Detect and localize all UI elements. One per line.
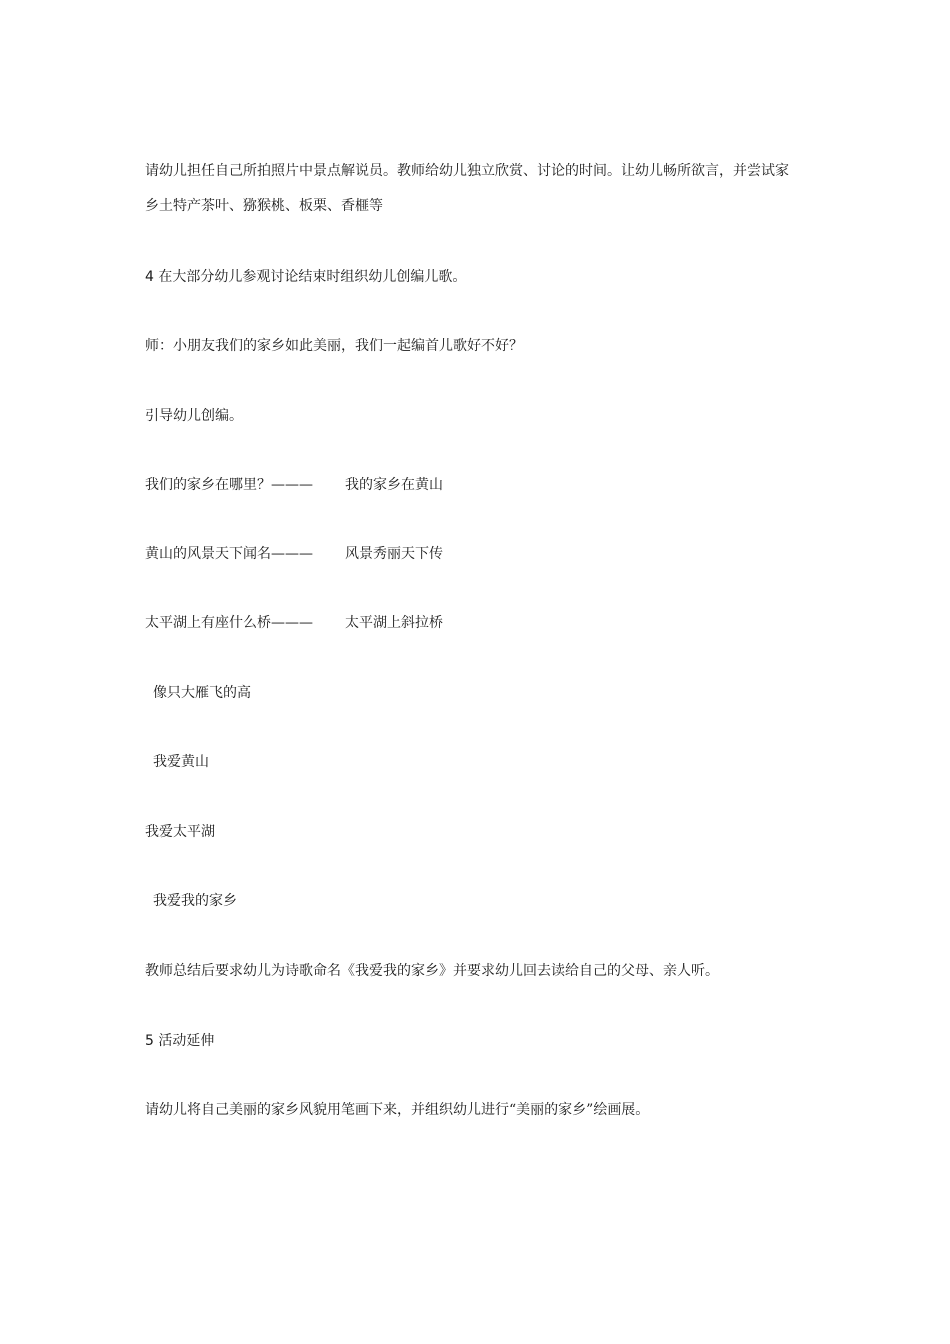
rhyme-question: 我们的家乡在哪里？——— bbox=[145, 477, 313, 493]
step-text: 在大部分幼儿参观讨论结束时组织幼儿创编儿歌。 bbox=[158, 269, 467, 285]
step-number: 4 bbox=[145, 269, 154, 285]
teacher-question: 师：小朋友我们的家乡如此美丽，我们一起编首儿歌好不好？ bbox=[145, 338, 523, 354]
step-4-heading bbox=[145, 268, 466, 286]
rhyme-pair-2 bbox=[145, 545, 443, 563]
rhyme-line: 我爱太平湖 bbox=[145, 824, 215, 840]
summary-text: 教师总结后要求幼儿为诗歌命名《我爱我的家乡》并要求幼儿回去读给自己的父母、亲人听。 bbox=[145, 963, 719, 979]
rhyme-answer: 风景秀丽天下传 bbox=[345, 546, 443, 562]
extension-text: 请幼儿将自己美丽的家乡风貌用笔画下来，并组织幼儿进行“美丽的家乡”绘画展。 bbox=[145, 1102, 650, 1118]
step-number: 5 bbox=[145, 1033, 154, 1049]
guide-text: 引导幼儿创编。 bbox=[145, 408, 243, 424]
rhyme-pair-1 bbox=[145, 476, 443, 494]
rhyme-line: 像只大雁飞的高 bbox=[153, 685, 251, 701]
rhyme-line: 我爱黄山 bbox=[153, 754, 209, 770]
rhyme-question: 太平湖上有座什么桥——— bbox=[145, 615, 313, 631]
paragraph-line: 乡土特产茶叶、猕猴桃、板栗、香榧等 bbox=[145, 198, 383, 214]
step-5-heading bbox=[145, 1032, 214, 1050]
rhyme-line: 我爱我的家乡 bbox=[153, 893, 237, 909]
rhyme-pair-3 bbox=[145, 614, 443, 632]
rhyme-question: 黄山的风景天下闻名——— bbox=[145, 546, 313, 562]
step-text: 活动延伸 bbox=[158, 1033, 215, 1049]
paragraph-line: 请幼儿担任自己所拍照片中景点解说员。教师给幼儿独立欣赏、讨论的时间。让幼儿畅所欲言，并尝试家 bbox=[145, 163, 789, 179]
rhyme-answer: 太平湖上斜拉桥 bbox=[345, 615, 443, 631]
rhyme-answer: 我的家乡在黄山 bbox=[345, 477, 443, 493]
